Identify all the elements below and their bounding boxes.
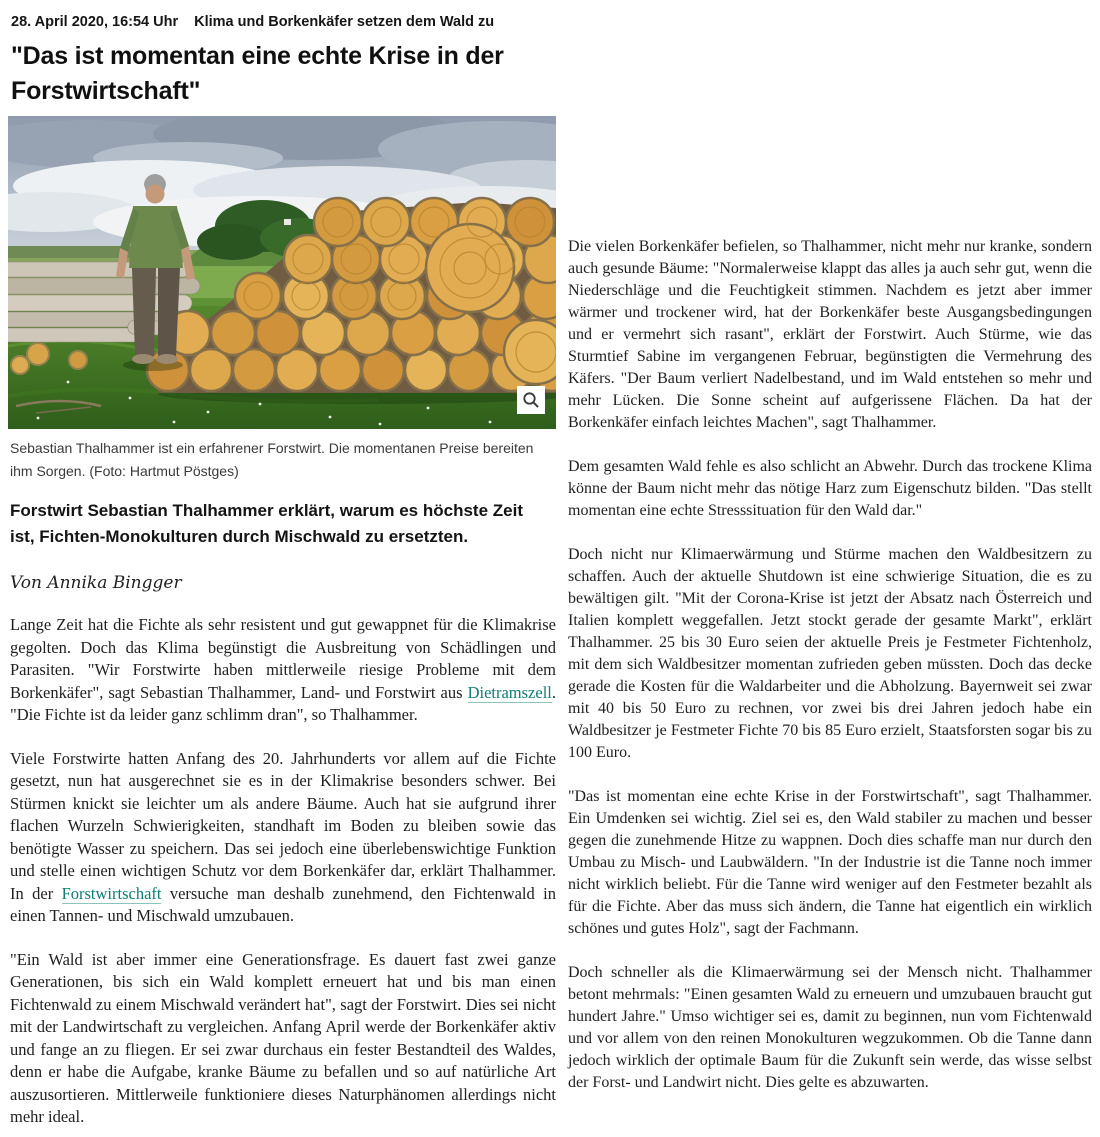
paragraph: Dem gesamten Wald fehle es also schlicht an Abwehr. Durch das trockene Klima könne der Baum nicht mehr das nötige Harz zum Eigenschutz bilden. "Das stellt momentan eine echte Stresssituation für den Wald dar." [568,458,1092,519]
magnifier-icon [521,390,541,410]
link-dietramszell[interactable]: Dietramszell [467,682,552,702]
paragraph: Die vielen Borkenkäfer befielen, so Thalhammer, nicht mehr nur kranke, sondern auch gesunde Bäume: "Normalerweise klappt das alles ja auch sehr gut, wenn die Niederschläge und die Feuchtigkeit stimmen. Nachdem es jetzt aber immer wärmer und trockener wird, hat der Borkenkäfer beste Ausgangsbedingungen und er vermehrt sich rasant", erklärt der Forstwirt. Auch Stürme, wie das Sturmtief Sabine im vergangenen Februar, begünstigten die Vermehrung des Käfers. "Der Baum verliert Nadelbestand, und im Wald entstehen so mehr und mehr Lücken. Die Sonne scheint auf aufgerissene Flächen. Da hat der Borkenkäfer einfach leichtes Machen", sagt Thalhammer. [568,238,1092,431]
paragraph-text: Lange Zeit hat die Fichte als sehr resistent und gut gewappnet für die Klimakrise gegolten. Doch das Klima begünstigt die Ausbreitung von Schädlingen und Parasiten. "Wir Forstwirte haben mittlerweile riesige Probleme mit dem Borkenkäfer", sagt Sebastian Thalhammer, Land- und Forstwirt aus [10,615,556,702]
paragraph [10,614,556,727]
zoom-image-button[interactable] [517,386,545,414]
paragraph-text: "Ein Wald ist aber immer eine Generationsfrage. Es dauert fast zwei ganze Generationen, bis sich ein Wald komplett erneuert hat und bis man einen Fichtenwald zu einem Mischwald verändert hat", sagt der Forstwirt. Dies sei nicht mit der Landwirtschaft zu vergleichen. Anfang April werde der Borkenkäfer aktiv und fange an zu fliegen. Er sei zwar durchaus ein fester Bestandteil des Waldes, denn er habe die Aufgabe, kranke Bäume zu befallen und so auf natürliche Art auszusortieren. Mittlerweile funktioniere dieses Naturphänomen allerdings nicht mehr ideal. [10,949,556,1126]
article-lead: Forstwirt Sebastian Thalhammer erklärt, warum es höchste Zeit ist, Fichten-Monokulturen durch Mischwald zu ersetzten. [10,501,523,546]
article-byline: Von Annika Bingger [10,573,182,593]
paragraph: "Das ist momentan eine echte Krise in der Forstwirtschaft", sagt Thalhammer. Ein Umdenken sei wichtig. Ziel sei es, den Wald stabiler zu machen und besser gegen die zunehmende Hitze zu wappnen. Doch dies schaffe man nur durch den Umbau zu Misch- und Laubwäldern. "In der Industrie ist die Tanne noch immer nicht wirklich beliebt. Für die Tanne wird weniger auf den Festmeter bezahlt als für die Fichte. Aber das muss sich ändern, die Tanne hat eigentlich ein wirklich schönes und gutes Holz", sagt der Fachmann. [568,788,1092,937]
topline [11,14,556,30]
paragraph-text: . "Die Fichte ist da leider ganz schlimm dran", so Thalhammer. [10,682,556,724]
paragraph: Doch nicht nur Klimaerwärmung und Stürme machen den Waldbesitzern zu schaffen. Auch der aktuelle Shutdown ist eine schwierige Situation, die es zu bewältigen gilt. "Mit der Corona-Krise ist jetzt der Absatz nach Österreich und Italien komplett weggefallen. Jetzt stockt gerade der gesamte Markt", erklärt Thalhammer. 25 bis 30 Euro seien der aktuelle Preis je Festmeter Fichtenholz, mit dem sich Waldbesitzer momentan zufrieden geben müssten. Doch das decke gerade die Kosten für die Waldarbeiter und die Abholzung. Bayernweit sei zwar mit 40 bis 50 Euro zu rechnen, vor zwei bis drei Jahren jedoch habe ein Waldbesitzer je Festmeter Fichte 70 bis 85 Euro erzielt, Staatsforsten sogar bis zu 100 Euro. [568,546,1092,761]
paragraph [10,748,556,928]
article-photo [8,116,556,429]
article-headline: "Das ist momentan eine echte Krise in der Forstwirtschaft" [11,42,504,105]
photo-caption: Sebastian Thalhammer ist ein erfahrener Forstwirt. Die momentanen Preise bereiten ihm Sorgen. (Foto: Hartmut Pöstges) [10,440,534,479]
article-body-left [8,614,556,1129]
article-body-right [566,236,1092,1094]
article-date: 28. April 2020, 16:54 Uhr [11,14,179,30]
right-column [566,0,1092,1129]
link-forstwirtschaft[interactable]: Forstwirtschaft [61,883,162,903]
paragraph [10,949,556,1129]
left-column [8,0,556,1129]
paragraph: Doch schneller als die Klimaerwärmung sei der Mensch nicht. Thalhammer betont mehrmals: "Einen gesamten Wald zu erneuern und umzubauen braucht gut hundert Jahre." Umso wichtiger sei es, damit zu beginnen, nun vom Fichtenwald und vor allem von den reinen Monokulturen wegzukommen. Ob die Tanne dann jedoch wirklich der optimale Baum für die Zukunft sein werde, das wisse selbst der Forst- und Landwirt nicht. Dies gelte es abzuwarten. [568,964,1092,1091]
paragraph-text: versuche man deshalb zunehmend, den Fichtenwald in einen Tannen- und Mischwald umzubauen. [10,883,556,925]
photo-forester-logpile [8,116,556,429]
paragraph-text: Viele Forstwirte hatten Anfang des 20. Jahrhunderts vor allem auf die Fichte gesetzt, nun hat ausgerechnet sie es in der Klimakrise besonders schwer. Bei Stürmen knickt sie leichter um als andere Bäume. Auch hat sie aufgrund ihrer flachen Wurzeln Schwierigkeiten, standhaft im Boden zu bleiben sowie das benötigte Wasser zu speichern. Das sei jedoch eine überlebenswichtige Funktion und stelle einen wichtigen Schutz vor dem Borkenkäfer dar, erklärt Thalhammer. In der [10,748,556,903]
article-kicker: Klima und Borkenkäfer setzen dem Wald zu [194,14,495,30]
